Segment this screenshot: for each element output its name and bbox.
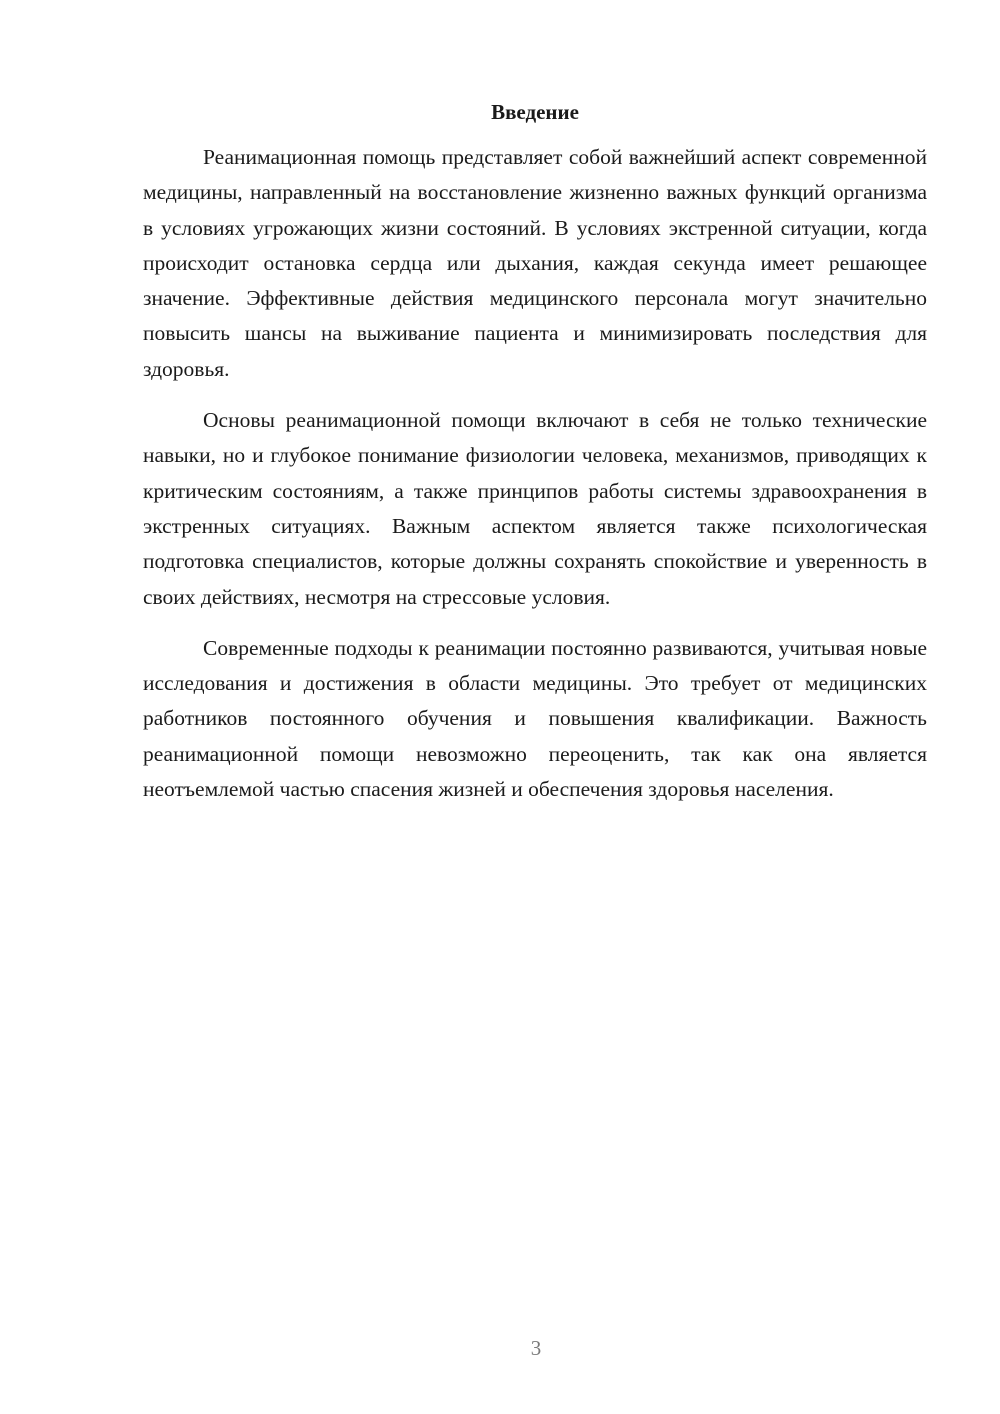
paragraph-2: Основы реанимационной помощи включают в себя не только технические навыки, но и глубокое понимание физиологии человека, механизмов, приводящих к критическим состояниям, а также принципов работы системы здравоохранения в экстренных ситуациях. Важным аспектом является также психологическая подготовка специалистов, которые должны сохранять спокойствие и уверенность в своих действиях, несмотря на стрессовые условия. — [143, 408, 927, 609]
page-number: 3 — [530, 1336, 542, 1360]
section-title: Введение — [491, 100, 579, 124]
page-content — [143, 98, 927, 823]
paragraph-3: Современные подходы к реанимации постоянно развиваются, учитывая новые исследования и достижения в области медицины. Это требует от медицинских работников постоянного обучения и повышения квалификации. Важность реанимационной помощи невозможно переоценить, так как она является неотъемлемой частью спасения жизней и обеспечения здоровья населения. — [143, 635, 927, 802]
paragraph-1: Реанимационная помощь представляет собой важнейший аспект современной медицины, направленный на восстановление жизненно важных функций организма в условиях угрожающих жизни состояний. В условиях экстренной ситуации, когда происходит остановка сердца или дыхания, каждая секунда имеет решающее значение. Эффективные действия медицинского персонала могут значительно повысить шансы на выживание пациента и минимизировать последствия для здоровья. — [143, 145, 927, 381]
